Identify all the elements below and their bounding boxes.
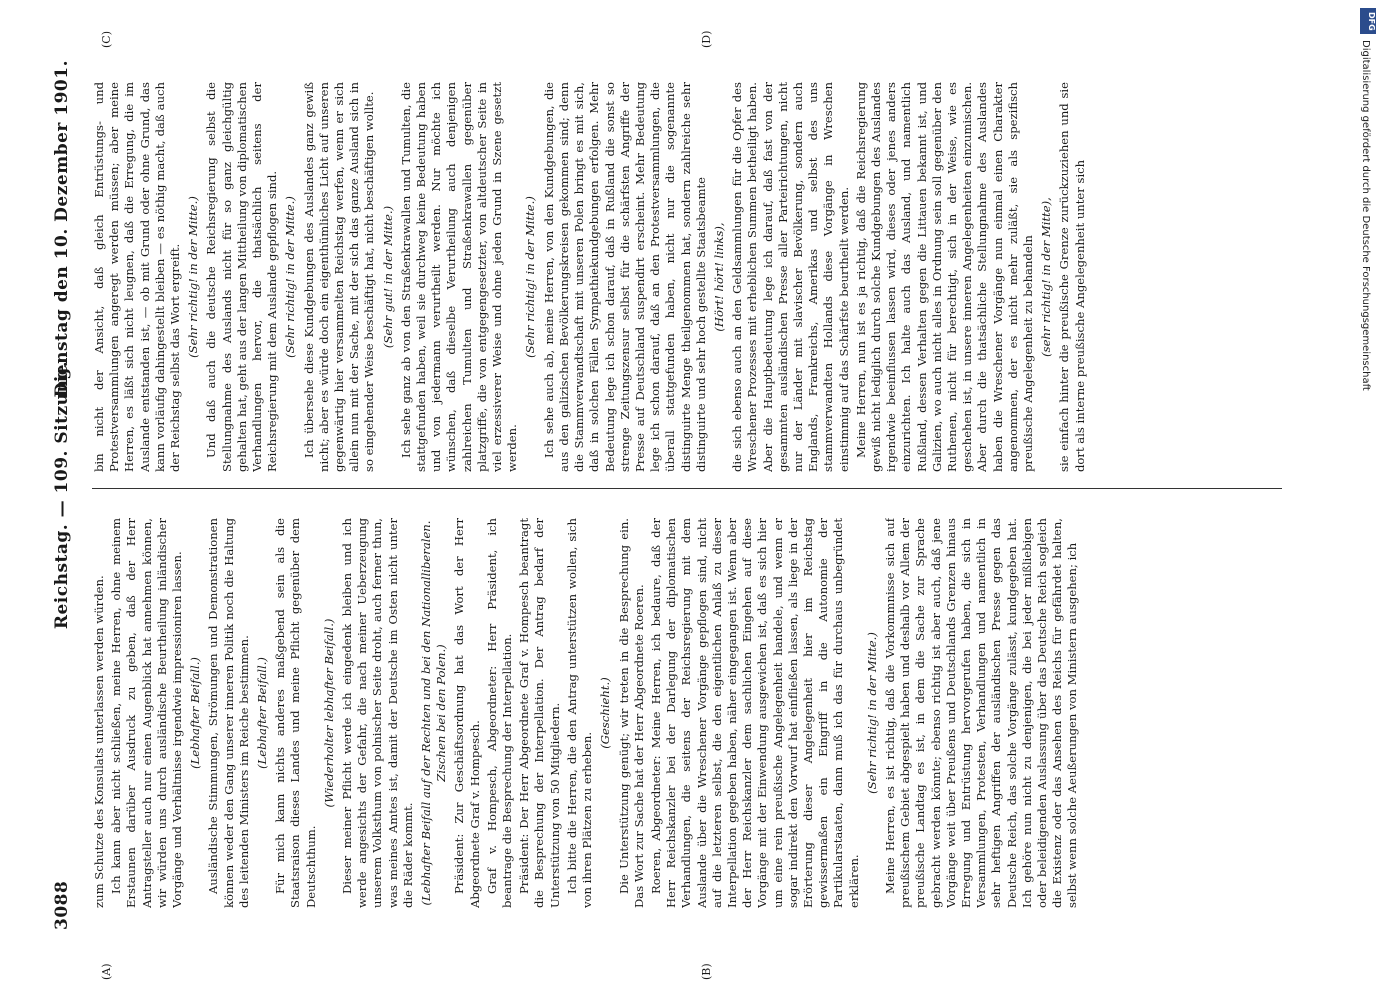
stage-direction: (Sehr richtig! in der Mitte.)	[523, 196, 538, 358]
stage-direction: (Wiederholter lebhafter Beifall.)	[321, 618, 336, 808]
digitization-stamp	[1357, 6, 1379, 996]
paragraph: Dieser meiner Pflicht werde ich eingedenk bleiben und ich werde angesichts der Gefahr, die nach meiner Ueberzeugung unserem Volksthum von polnischer Seite droht, auch ferner thun, was meines Amtes ist, damit der Deutsche im Osten nicht unter die Räder kommt.	[340, 518, 415, 908]
page-title: Reichstag. — 109. Sitzung.	[52, 360, 72, 630]
paragraph: Meine Herren, es ist richtig, daß die Vorkommnisse sich auf preußischem Gebiet abgespielt haben und deshalb vor Allem der preußische Landtag es ist, in dem die Sache zur Sprache gebracht werden könnte; ebenso richtig ist aber auch, daß jene Vorgänge weit über Preußens und Deutschlands Grenzen hinaus Erregung und Entrüstung hervorgerufen haben, die sich in Versammlungen, Protesten, Verhandlungen und namentlich in sehr heftigen Angriffen der ausländischen Presse gegen das Deutsche Reich, das solche Vorgänge zulässt, kundgegeben hat. Ich gehöre nun nicht zu denjenigen, die bei jeder mißliebigen oder beleidigenden Auslassung über das Deutsche Reich sogleich die Existenz oder das Ansehen des Reichs für gefährdet halten, selbst wenn solche Aeußerungen von Ministern ausgehen; ich	[882, 518, 1080, 908]
stage-direction: (Lebhafter Beifall.)	[255, 657, 270, 769]
session-date: Dienstag den 10. Dezember 1901.	[52, 60, 72, 398]
paragraph: Präsident: Zur Geschäftsordnung hat das Wort der Herr Abgeordnete Graf v. Hompesch.	[452, 518, 482, 908]
stage-direction: (Lebhafter Beifall.)	[188, 657, 203, 769]
paragraph: Ausländische Stimmungen, Strömungen und Demonstrationen können weder den Gang unserer inneren Politik noch die Haltung des leitenden Ministers im Reiche bestimmen.	[206, 518, 251, 908]
margin-mark-c: (C)	[100, 31, 113, 48]
stage-direction: (sehr richtig! in der Mitte),	[1039, 197, 1054, 357]
stage-direction: (Lebhafter Beifall auf der Rechten und bei den Nationalliberalen. Zischen bei den Polen.)	[419, 520, 449, 906]
paragraph: Ich sehe auch ab, meine Herren, von den Kundgebungen, die aus den galizischen Bevölkerungskreisen gekommen sind; denn die Stammverwandtschaft mit unseren Polen bringt es mit sich, daß in solchen Fällen Sympathiekundgebungen erfolgen. Mehr Bedeutung lege ich schon darauf, daß in Rußland die sonst so strenge Zeitungszensur selbst für die schärfsten Angriffe der Presse auf Deutschland suspendirt erscheint. Mehr Bedeutung lege ich schon darauf, daß an den Protestversammlungen, die überall stattgefunden haben, nicht nur die sogenannte distinguirte Menge theilgenommen hat, sondern zahlreiche sehr distinguirte und sehr hoch gestellte Staatsbeamte	[541, 82, 708, 472]
paragraph: Ich sehe ganz ab von den Straßenkrawallen und Tumulten, die stattgefunden haben, weil sie durchweg keine Bedeutung haben und von jedermann verurtheilt werden. Nur möchte ich wünschen, daß dieselbe Verurtheilung auch denjenigen zahlreichen Tumulten und Straßenkrawallen gegenüber platzgriffe, die von entgegengesetzter, von altdeutscher Seite in viel erzessiverer Weise und ohne jeden Grund in Szene gesetzt werden.	[398, 82, 520, 472]
stage-direction: (Sehr richtig! in der Mitte.)	[186, 196, 201, 358]
stage-direction: (Sehr richtig! in der Mitte.)	[283, 196, 298, 358]
margin-mark-a: (A)	[100, 963, 113, 980]
paragraph: bin nicht der Ansicht, daß gleich Entrüstungs- und Protestversammlungen angeregt werden müssen; aber meine Herren, es läßt sich nicht leugnen, daß die Erregung, die im Auslande entstanden ist, — ob mit Grund oder ohne Grund, das kann vorläufig dahingestellt bleiben — es nöthig macht, daß auch der Reichstag selbst das Wort ergreift.	[92, 82, 183, 472]
right-text-column	[92, 82, 1292, 472]
paragraph: die sich ebenso auch an den Geldsammlungen für die Opfer des Wreschener Prozesses mit erheblichen Summen betheiligt haben. Aber die Hauptbedeutung lege ich darauf, daß fast von der gesammten ausländischen Presse aller Parteirichtungen, nicht nur der Länder mit slavischer Bevölkerung, sondern auch Englands, Frankreichs, Amerikas und selbst des uns stammverwandten Hollands diese Vorgänge in Wreschen einstimmig auf das Schärfste beurtheilt werden.	[730, 82, 851, 472]
paragraph: Ich kann aber nicht schließen, meine Herren, ohne meinem Erstaunen darüber Ausdruck zu geben, daß der Herr Antragsteller auch nur einen Augenblick hat annehmen können, wir würden uns durch ausländische Beurtheilung inländischer Vorgänge und Verhältnisse irgendwie impressioniren lassen.	[109, 518, 185, 908]
left-text-column	[92, 518, 1292, 908]
paragraph: Für mich kann nichts anderes maßgebend sein als die Staatsraison dieses Landes und meine Pflicht gegenüber dem Deutschthum.	[273, 518, 318, 908]
paragraph: Roeren, Abgeordneter: Meine Herren, ich bedaure, daß der Herr Reichskanzler bei der Darlegung der diplomatischen Verhandlungen, die seitens der Reichsregierung mit dem Auslande über die Wreschener Vorgänge gepflogen sind, nicht auf die letzteren selbst, die den eigentlichen Anlaß zu dieser Interpellation gegeben haben, näher eingegangen ist. Wenn aber der Herr Reichskanzler dem sachlichen Eingehen auf diese Vorgänge mit der Einwendung ausgewichen ist, daß es sich hier um eine rein preußische Angelegenheit handele, und wenn er sogar indirekt den Vorwurf hat einfließen lassen, als liege in der Erörterung dieser Angelegenheit hier im Reichstag gewissermaßen ein Eingriff in die Autonomie der Partikularstaaten, dann muß ich das für durchaus unbegründet erklären.	[648, 518, 861, 908]
paragraph: Ich übersehe diese Kundgebungen des Auslandes ganz gewiß nicht; aber es würde doch ein eigenthümliches Licht auf unseren gegenwärtig hier versammelten Reichstag werfen, wenn er sich allein nun mit der Sache, mit der sich das ganze Ausland sich in so eingehender Weise beschäftigt hat, nicht beschäftigen wollte.	[301, 82, 377, 472]
paragraph: zum Schutze des Konsulats unterlassen werden würden.	[92, 575, 106, 908]
paragraph: Ich bitte die Herren, die den Antrag unterstützen wollen, sich von ihren Plätzen zu erheben.	[564, 518, 595, 908]
stage-direction: (Sehr richtig! in der Mitte.)	[864, 632, 879, 794]
paragraph: Die Unterstützung genügt; wir treten in die Besprechung ein. Das Wort zur Sache hat der Herr Abgeordnete Roeren.	[616, 518, 646, 908]
stage-direction: (Hört! hört! links),	[711, 222, 726, 332]
stage-direction: (Geschieht.)	[598, 677, 613, 749]
paragraph: sie einfach hinter die preußische Grenze zurückzuziehen und sie dort als interne preußische Angelegenheit unter sich	[1057, 82, 1087, 472]
paragraph: Graf v. Hompesch, Abgeordneter: Herr Präsident, ich beantrage die Besprechung der Interpellation.	[484, 518, 515, 908]
paragraph: Meine Herren, nun ist es ja richtig, daß die Reichsregierung gewiß nicht lediglich durch solche Kundgebungen des Auslandes irgendwie beeinflussen lassen wird, dieses oder jenes anders einzurichten. Ich halte auch das Ausland, und namentlich Rußland, dessen Verhalten gegen die Littauen bekannt ist, und Galizien, wo auch nicht alles in Ordnung sein soll gegenüber den Ruthenen, nicht für berechtigt, sich in der Weise, wie es geschehen ist, in unsere inneren Angelegenheiten einzumischen. Aber durch die thatsächliche Stellungnahme des Auslandes haben die Wreschener Vorgänge nun einmal einen Charakter angenommen, der es nicht mehr zuläßt, sie als spezifisch preußische Angelegenheit zu behandeln	[853, 82, 1035, 472]
column-divider	[92, 488, 1282, 489]
margin-mark-d: (D)	[700, 30, 713, 48]
paragraph: Präsident: Der Herr Abgeordnete Graf v. Hompesch beantragt die Besprechung der Interpellation. Der Antrag bedarf der Unterstützung von 50 Mitgliedern.	[517, 518, 562, 908]
page-header	[52, 60, 82, 930]
paragraph: Und daß auch die deutsche Reichsregierung selbst die Stellungnahme des Auslands nicht für so ganz gleichgültig gehalten hat, geht aus der langen Mittheilung von diplomatischen Verhandlungen hervor, die thatsächlich seitens der Reichsregierung mit dem Auslande gepflogen sind.	[204, 82, 280, 472]
dfg-logo: DFG	[1360, 8, 1376, 34]
margin-mark-b: (B)	[700, 963, 713, 980]
page-number: 3088	[52, 880, 72, 930]
stage-direction: (Sehr gut! in der Mitte.)	[380, 205, 395, 349]
funding-note: Digitalisierung gefördert durch die Deutsche Forschungsgemeinschaft	[1360, 40, 1371, 391]
